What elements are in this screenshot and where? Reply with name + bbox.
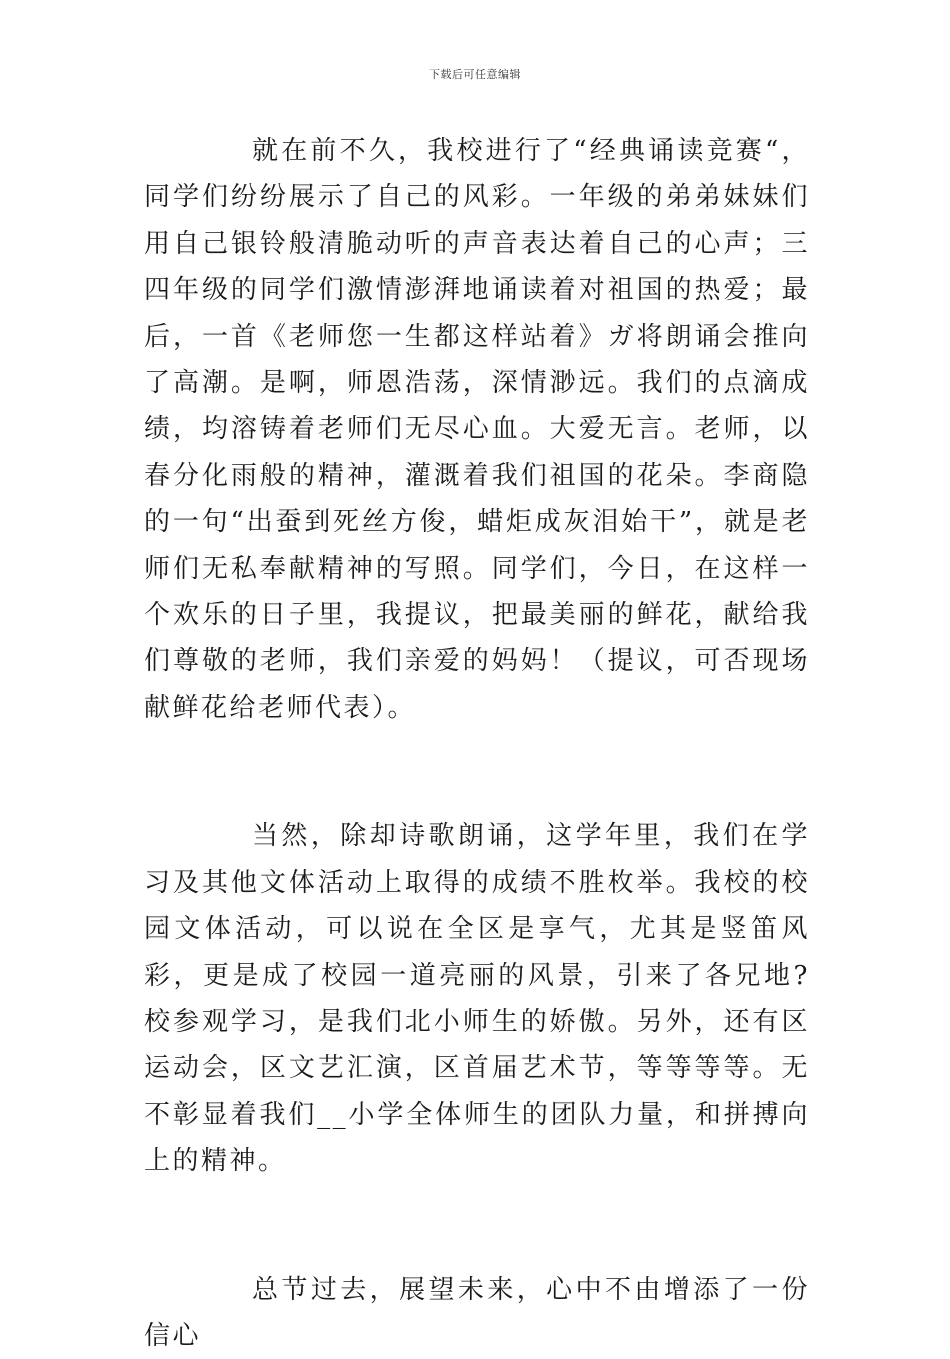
paragraph-recitation-contest: 就在前不久，我校进行了“经典诵读竞赛“，同学们纷纷展示了自己的风彩。一年级的弟弟妹妹们用自己银铃般清脆动听的声音表达着自己的心声；三四年级的同学们激情澎湃地诵读着对祖国的热爱；最后，一首《老师您一生都这样站着》ガ将朗诵会推向了高潮。是啊，师恩浩荡，深情渺远。我们的点滴成绩，均溶铸着老师们无尽心血。大爱无言。老师，以春分化雨般的精神，灌溉着我们祖国的花朵。李商隐的一句“出蚕到死丝方俊，蜡炬成灰泪始干”，就是老师们无私奉献精神的写照。同学们，今日，在这样一个欢乐的日子里，我提议，把最美丽的鲜花，献给我们尊敬的老师，我们亲爱的妈妈！（提议，可否现场献鲜花给老师代表）。 (144, 136, 810, 723)
page-header: 下载后可任意编辑 (429, 68, 521, 81)
document-body (144, 128, 810, 1359)
paragraph-school-achievements: 当然，除却诗歌朗诵，这学年里，我们在学习及其他文体活动上取得的成绩不胜枚举。我校的校园文体活动，可以说在全区是享气，尤其是竖笛风彩，更是成了校园一道亮丽的风景，引来了各兄地?校参观学习，是我们北小师生的娇傲。另外，还有区运动会，区文艺汇演，区首届艺术节，等等等等。无不彰显着我们__小学全体师生的团队力量，和拼搏向上的精神。 (144, 821, 810, 1177)
paragraph-looking-forward: 总节过去，展望未来，心中不由增添了一份信心 (144, 1274, 810, 1351)
